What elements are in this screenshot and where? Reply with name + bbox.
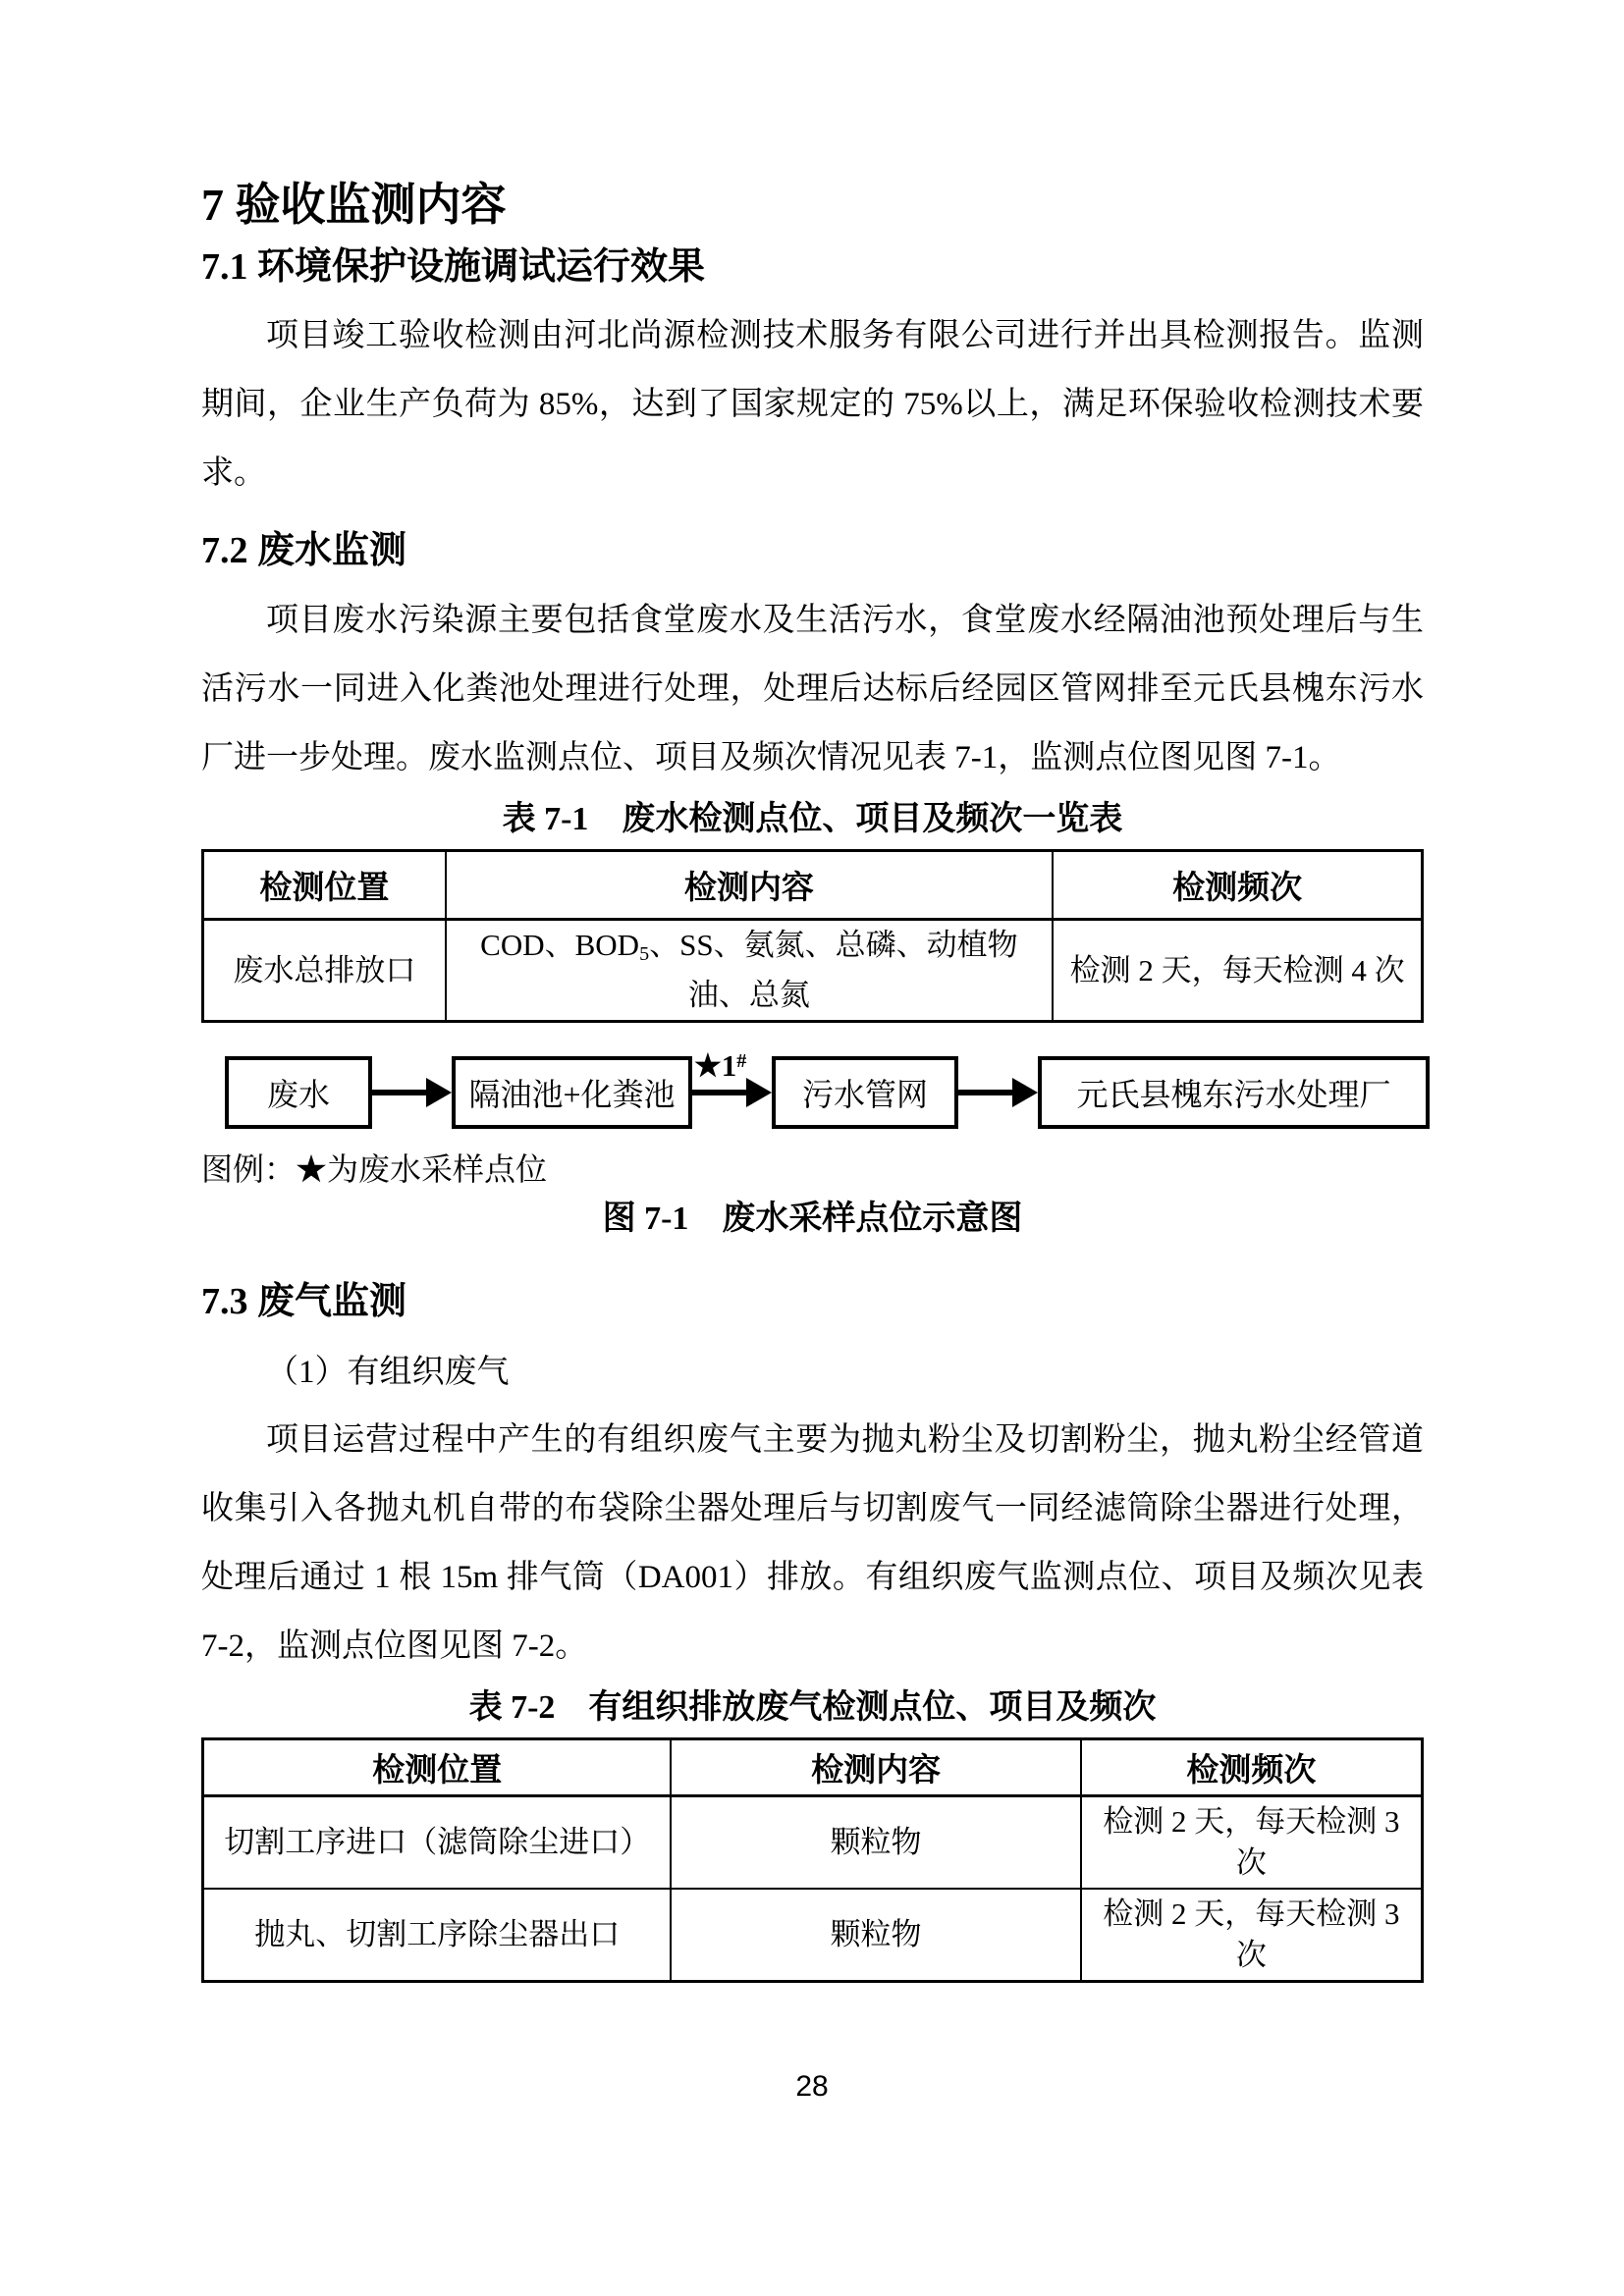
cell-monitor-frequency: 检测 2 天，每天检测 3 次	[1081, 1889, 1423, 1982]
table-row	[203, 1795, 1423, 1889]
flow-node-sewage-network: 污水管网	[772, 1056, 958, 1129]
flow-node-treatment-plant: 元氏县槐东污水处理厂	[1038, 1056, 1430, 1129]
table-7-1	[201, 849, 1424, 1023]
table-7-1-body	[203, 920, 1423, 1022]
bod-subscript: 5	[639, 943, 650, 966]
table-7-2	[201, 1737, 1424, 1983]
sample-point-star-label	[694, 1048, 746, 1084]
column-header-frequency: 检测频次	[1053, 851, 1422, 920]
column-header-frequency: 检测频次	[1081, 1738, 1423, 1795]
star-icon: ★1	[694, 1048, 737, 1084]
flow-arrow	[372, 1078, 452, 1107]
figure-7-1-caption: 图 7-1 废水采样点位示意图	[602, 1201, 1023, 1238]
table-row	[203, 1889, 1423, 1982]
column-header-position: 检测位置	[203, 1738, 672, 1795]
table-7-2-caption: 表 7-2 有组织排放废气检测点位、项目及频次	[468, 1688, 1157, 1726]
column-header-content: 检测内容	[671, 1738, 1080, 1795]
arrow-line	[692, 1090, 746, 1095]
section-72-paragraph: 项目废水污染源主要包括食堂废水及生活污水，食堂废水经隔油池预处理后与生活污水一同进入化粪池处理进行处理，处理后达标后经园区管网排至元氏县槐东污水厂进一步处理。废水监测点位、项目及频次情况见表 7-1，监测点位图见图 7-1。	[201, 603, 1424, 776]
wastewater-flow-diagram	[225, 1048, 1430, 1129]
flow-arrow-with-sample-point	[692, 1048, 772, 1107]
table-7-1-header	[203, 851, 1423, 920]
pollutants-text: COD、BOD	[480, 928, 640, 963]
page-number: 28	[795, 2070, 829, 2103]
section-73-subitem: （1）有组织废气	[266, 1354, 510, 1390]
chapter-heading: 7 验收监测内容	[201, 180, 507, 230]
column-header-content: 检测内容	[446, 851, 1054, 920]
arrow-line	[958, 1090, 1012, 1095]
flow-node-wastewater: 废水	[225, 1056, 372, 1129]
cell-monitor-position: 切割工序进口（滤筒除尘进口）	[203, 1795, 672, 1889]
cell-monitor-content	[446, 920, 1054, 1022]
arrow-head-icon	[426, 1078, 452, 1107]
figure-legend: 图例：★为废水采样点位	[201, 1151, 548, 1188]
table-row	[203, 920, 1423, 1022]
cell-monitor-position: 废水总排放口	[203, 920, 446, 1022]
cell-monitor-content: 颗粒物	[671, 1795, 1080, 1889]
table-7-2-body	[203, 1795, 1423, 1981]
table-row	[203, 1738, 1423, 1795]
cell-monitor-frequency: 检测 2 天，每天检测 3 次	[1081, 1795, 1423, 1889]
flow-node-oil-separator-septic-tank: 隔油池+化粪池	[452, 1056, 692, 1129]
column-header-position: 检测位置	[203, 851, 446, 920]
section-71-paragraph: 项目竣工验收检测由河北尚源检测技术服务有限公司进行并出具检测报告。监测期间，企业生产负荷为 85%，达到了国家规定的 75%以上，满足环保验收检测技术要求。	[201, 318, 1424, 492]
arrow-head-icon	[1012, 1078, 1038, 1107]
table-7-2-header	[203, 1738, 1423, 1795]
arrow-line	[372, 1090, 426, 1095]
cell-monitor-frequency: 检测 2 天，每天检测 4 次	[1053, 920, 1422, 1022]
cell-monitor-position: 抛丸、切割工序除尘器出口	[203, 1889, 672, 1982]
table-7-1-caption: 表 7-1 废水检测点位、项目及频次一览表	[502, 801, 1123, 838]
cell-monitor-content: 颗粒物	[671, 1889, 1080, 1982]
sample-number-superscript: #	[736, 1050, 747, 1073]
section-73-paragraph: 项目运营过程中产生的有组织废气主要为抛丸粉尘及切割粉尘，抛丸粉尘经管道收集引入各抛丸机自带的布袋除尘器处理后与切割废气一同经滤筒除尘器进行处理，处理后通过 1 根 15m 排气筒（DA001）排放。有组织废气监测点位、项目及频次见表 7-2，监测点位图见图 7-2。	[201, 1421, 1424, 1664]
pollutants-text: 、SS、氨氮、总磷、动植物油、总氮	[649, 928, 1018, 1013]
section-72-heading: 7.2 废水监测	[201, 530, 407, 572]
arrow-head-icon	[746, 1078, 772, 1107]
section-73-heading: 7.3 废气监测	[201, 1281, 407, 1323]
flow-arrow	[958, 1078, 1038, 1107]
table-row	[203, 851, 1423, 920]
section-71-heading: 7.1 环境保护设施调试运行效果	[201, 245, 706, 288]
